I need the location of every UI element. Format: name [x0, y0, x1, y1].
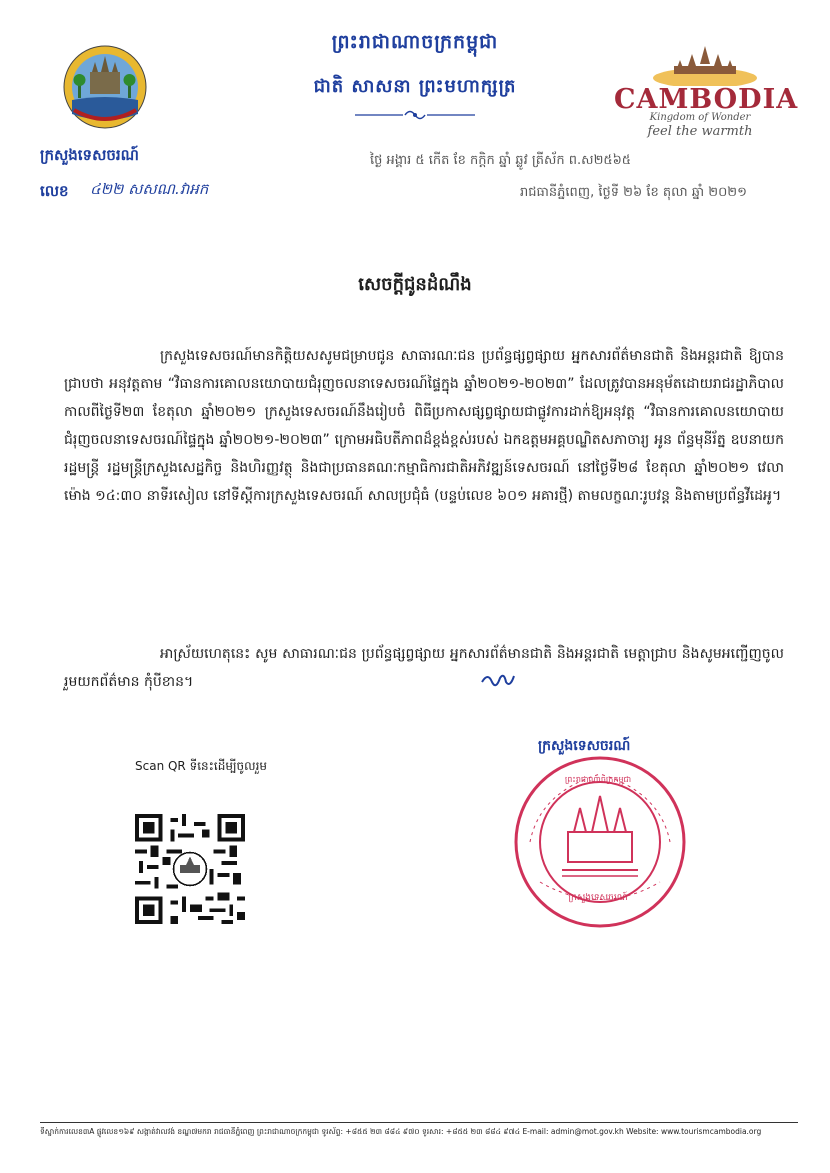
initial-signature	[480, 670, 516, 694]
cambodia-temple-icon	[650, 42, 760, 90]
issuing-ministry: ក្រសួងទេសចរណ៍	[40, 146, 139, 164]
body-paragraph-2: អាស្រ័យហេតុនេះ សូម សាធារណៈជន ប្រព័ន្ធផ្សព្វផ្សាយ អ្នកសារព័ត៌មានជាតិ និងអន្តរជាតិ មេត្តាជ្រាប និងសូមអញ្ជើញចូលរួមយកព័ត៌មាន កុំបីខាន។	[64, 646, 784, 690]
stamp-top-text: ព្រះរាជាណាចក្រកម្ពុជា	[564, 775, 632, 784]
body-paragraph-1: ក្រសួងទេសចរណ៍មានកិត្តិយសសូមជម្រាបជូន សាធារណៈជន ប្រព័ន្ធផ្សព្វផ្សាយ អ្នកសារព័ត៌មានជាតិ និងអន្តរជាតិ ឱ្យបានជ្រាបថា អនុវត្តតាម “វិធានការគោលនយោបាយជំរុញចលនាទេសចរណ៍ផ្ទៃក្នុង ឆ្នាំ២០២១-២០២៣” ដែលត្រូវបានអនុម័តដោយរាជរដ្ឋាភិបាល កាលពីថ្ងៃទី២៣ ខែតុលា ឆ្នាំ២០២១ ក្រសួងទេសចរណ៍នឹងរៀបចំ ពិធីប្រកាសផ្សព្វផ្សាយជាផ្លូវការដាក់ឱ្យអនុវត្ត “វិធានការគោលនយោបាយជំរុញចលនាទេសចរណ៍ផ្ទៃក្នុង ឆ្នាំ២០២១-២០២៣” ក្រោមអធិបតីភាពដ៏ខ្ពង់ខ្ពស់របស់ ឯកឧត្តមអគ្គបណ្ឌិតសភាចារ្យ អូន ព័ន្ធមុនីរ័ត្ន ឧបនាយករដ្ឋមន្ត្រី រដ្ឋមន្ត្រីក្រសួងសេដ្ឋកិច្ច និងហិរញ្ញវត្ថុ និងជាប្រធានគណៈកម្មាធិការជាតិអភិវឌ្ឍន៍ទេសចរណ៍ នៅថ្ងៃទី២៨ ខែតុលា ឆ្នាំ២០២១ វេលាម៉ោង ១៤:៣០ នាទីរសៀល នៅទីស្ដីការក្រសួងទេសចរណ៍ សាលប្រជុំធំ (បន្ទប់លេខ ៦០១ អគារថ្មី) តាមលក្ខណៈរូបវន្ត និងតាមប្រព័ន្ធវីដេអូ។	[64, 348, 784, 504]
stamp-bottom-text: ក្រសួងទេសចរណ៍	[568, 893, 628, 903]
lunar-date: ថ្ងៃ អង្គារ ៥ កើត ខែ កក្ដិក ឆ្នាំ ឆ្លូវ ត្រីស័ក ព.ស២៥៦៥	[370, 153, 632, 168]
ministry-of-tourism-logo	[62, 44, 148, 134]
qr-label: Scan QR ទីនេះដើម្បីចូលរួម	[135, 759, 267, 773]
header-ornament	[355, 107, 475, 126]
reference-number: ៤២២ សសណ.វាអក	[90, 180, 209, 198]
solar-date: រាជធានីភ្នំពេញ, ថ្ងៃទី ២៦ ខែ តុលា ឆ្នាំ ២០២១	[520, 185, 747, 200]
brand-tagline: Kingdom of Wonder	[649, 112, 751, 123]
kingdom-header: ព្រះរាជាណាចក្រកម្ពុជា	[331, 31, 499, 53]
document-title: សេចក្ដីជូនដំណឹង	[358, 274, 472, 295]
brand-name: CAMBODIA	[614, 84, 799, 115]
reference-label: លេខ	[40, 182, 69, 200]
brand-slogan: feel the warmth	[647, 124, 753, 139]
qr-code[interactable]	[134, 814, 246, 928]
footer-contact: ទីស្នាក់ការលេខ៣A ផ្លូវលេខ១៦៩ សង្កាត់វាលវង់ ខណ្ឌ៧មករា រាជធានីភ្នំពេញ ព្រះរាជាណាចក្រកម្ពុជា ទូរស័ព្ទ: +៨៥៥ ២៣ ៨៨៤ ៩៧០ ទូរសារ: +៨៥៥ ២៣ ៨៨៤ ៩៧៤ E-mail: admin@mot.gov.kh Website: www.tourismcambodia.org	[40, 1127, 762, 1136]
national-motto: ជាតិ សាសនា ព្រះមហាក្សត្រ	[313, 76, 517, 97]
signing-ministry: ក្រសួងទេសចរណ៍	[538, 738, 631, 754]
footer-divider	[40, 1122, 798, 1123]
